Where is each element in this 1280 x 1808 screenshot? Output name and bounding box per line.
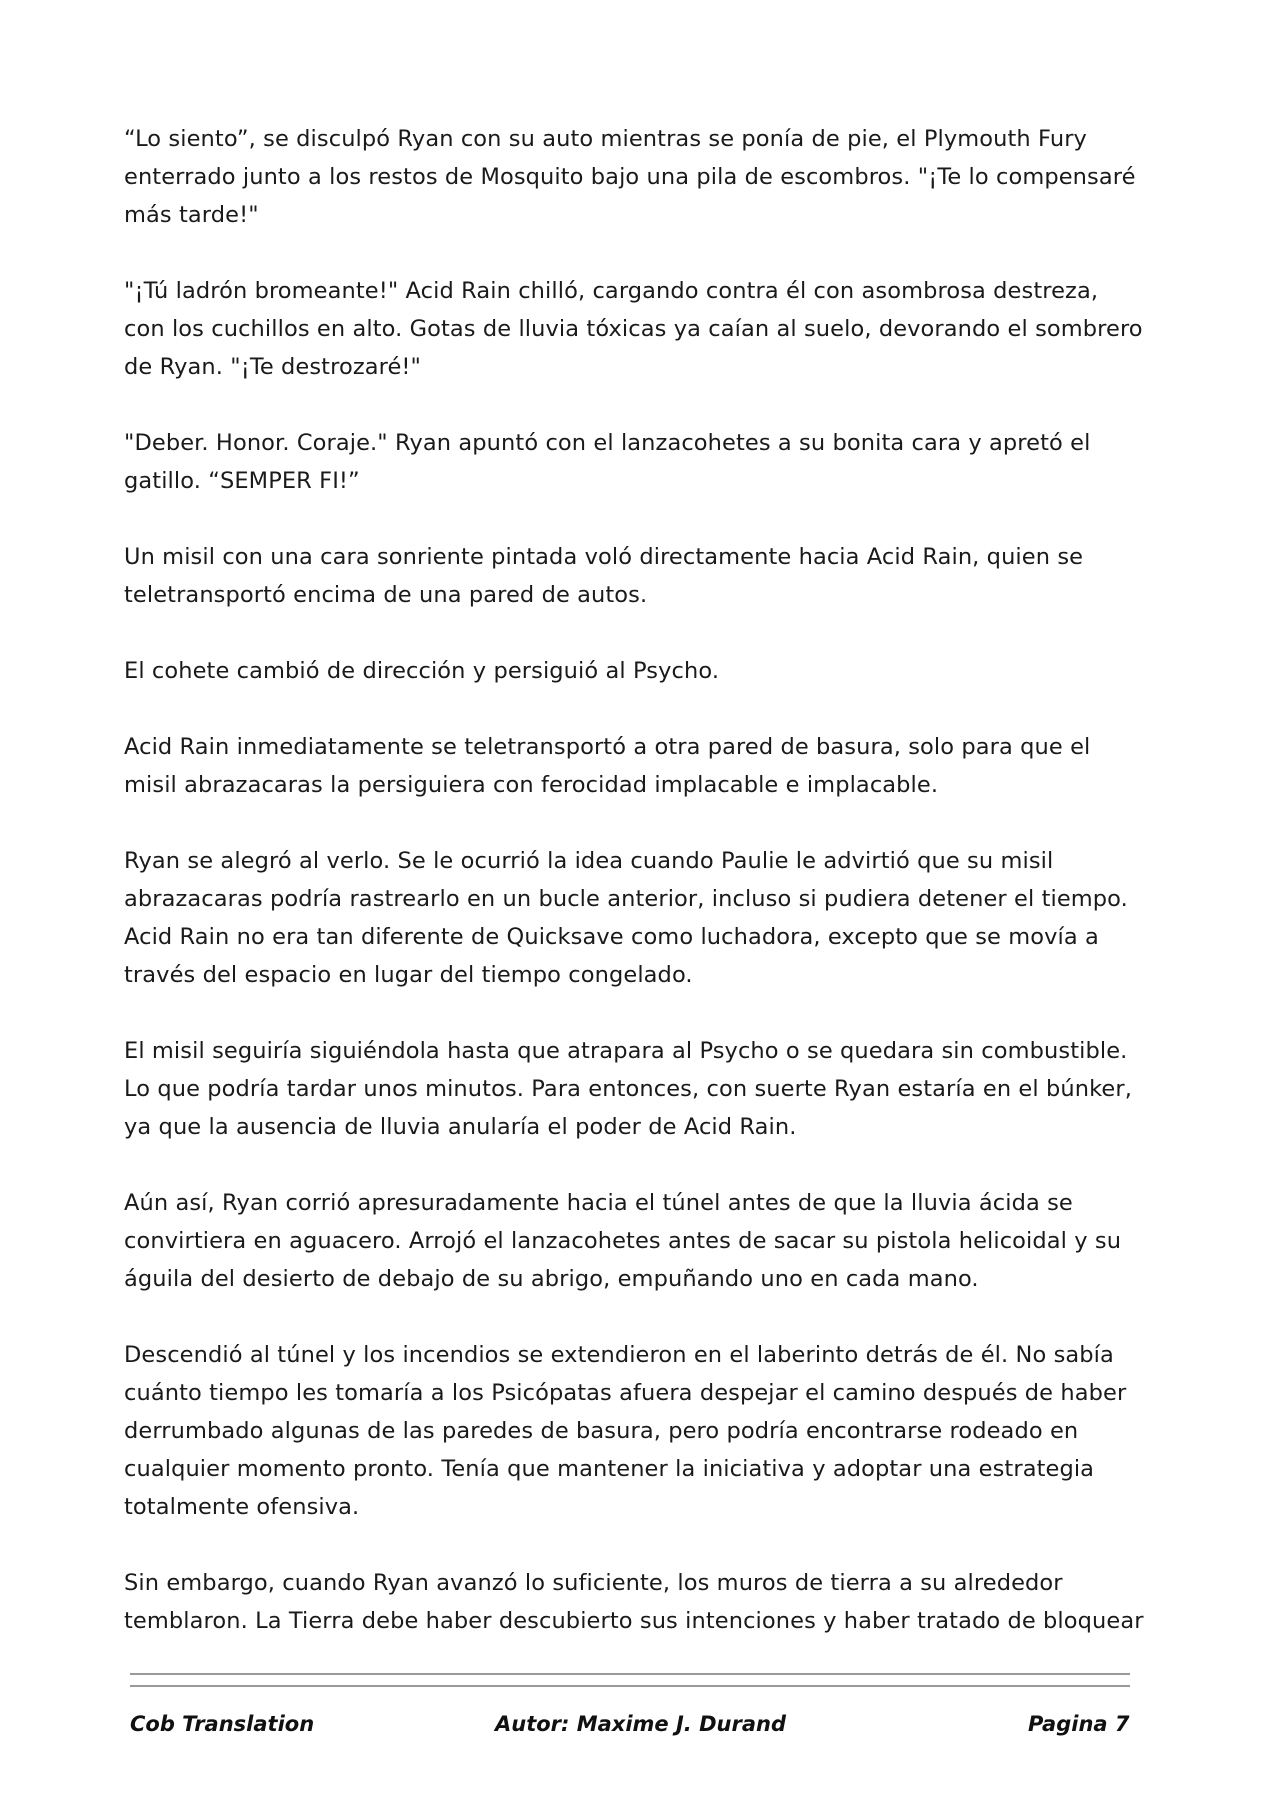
paragraph: Un misil con una cara sonriente pintada voló directamente hacia Acid Rain, quien se teletransportó encima de una pared de autos. <box>124 544 1084 608</box>
paragraph: Ryan se alegró al verlo. Se le ocurrió la idea cuando Paulie le advirtió que su misil abrazacaras podría rastrearlo en un bucle anterior, incluso si pudiera detener el tiempo. Acid Rain no era tan diferente de Quicksave como luchadora, excepto que se movía a través del espacio en lugar del tiempo congelado. <box>124 848 1128 988</box>
paragraph: “Lo siento”, se disculpó Ryan con su auto mientras se ponía de pie, el Plymouth Fury enterrado junto a los restos de Mosquito bajo una pila de escombros. "¡Te lo compensaré más tarde!" <box>124 126 1136 228</box>
paragraph: Descendió al túnel y los incendios se extendieron en el laberinto detrás de él. No sabía cuánto tiempo les tomaría a los Psicópatas afuera despejar el camino después de haber derrumbado algunas de las paredes de basura, pero podría encontrarse rodeado en cualquier momento pronto. Tenía que mantener la iniciativa y adoptar una estrategia totalmente ofensiva. <box>124 1342 1127 1520</box>
paragraph: Aún así, Ryan corrió apresuradamente hacia el túnel antes de que la lluvia ácida se convirtiera en aguacero. Arrojó el lanzacohetes antes de sacar su pistola helicoidal y su águila del desierto de debajo de su abrigo, empuñando uno en cada mano. <box>124 1190 1122 1292</box>
footer-page-number: Pagina 7 <box>1028 1712 1130 1736</box>
paragraph: "¡Tú ladrón bromeante!" Acid Rain chilló, cargando contra él con asombrosa destreza, con los cuchillos en alto. Gotas de lluvia tóxicas ya caían al suelo, devorando el sombrero de Ryan. "¡Te destrozaré!" <box>124 278 1143 380</box>
paragraph: Acid Rain inmediatamente se teletransportó a otra pared de basura, solo para que el misil abrazacaras la persiguiera con ferocidad implacable e implacable. <box>124 734 1091 798</box>
footer-divider-bottom <box>130 1685 1130 1687</box>
page-body <box>124 120 1144 1678</box>
footer-divider-top <box>130 1673 1130 1675</box>
footer-translator: Cob Translation <box>130 1712 315 1736</box>
paragraph: El cohete cambió de dirección y persiguió al Psycho. <box>124 658 720 684</box>
paragraph: Sin embargo, cuando Ryan avanzó lo suficiente, los muros de tierra a su alrededor temblaron. La Tierra debe haber descubierto sus intenciones y haber tratado de bloquear <box>124 1570 1144 1634</box>
footer-author: Autor: Maxime J. Durand <box>495 1712 786 1736</box>
paragraph: El misil seguiría siguiéndola hasta que atrapara al Psycho o se quedara sin combustible. Lo que podría tardar unos minutos. Para entonces, con suerte Ryan estaría en el búnker, ya que la ausencia de lluvia anularía el poder de Acid Rain. <box>124 1038 1132 1140</box>
paragraph: "Deber. Honor. Coraje." Ryan apuntó con el lanzacohetes a su bonita cara y apretó el gatillo. “SEMPER FI!” <box>124 430 1091 494</box>
